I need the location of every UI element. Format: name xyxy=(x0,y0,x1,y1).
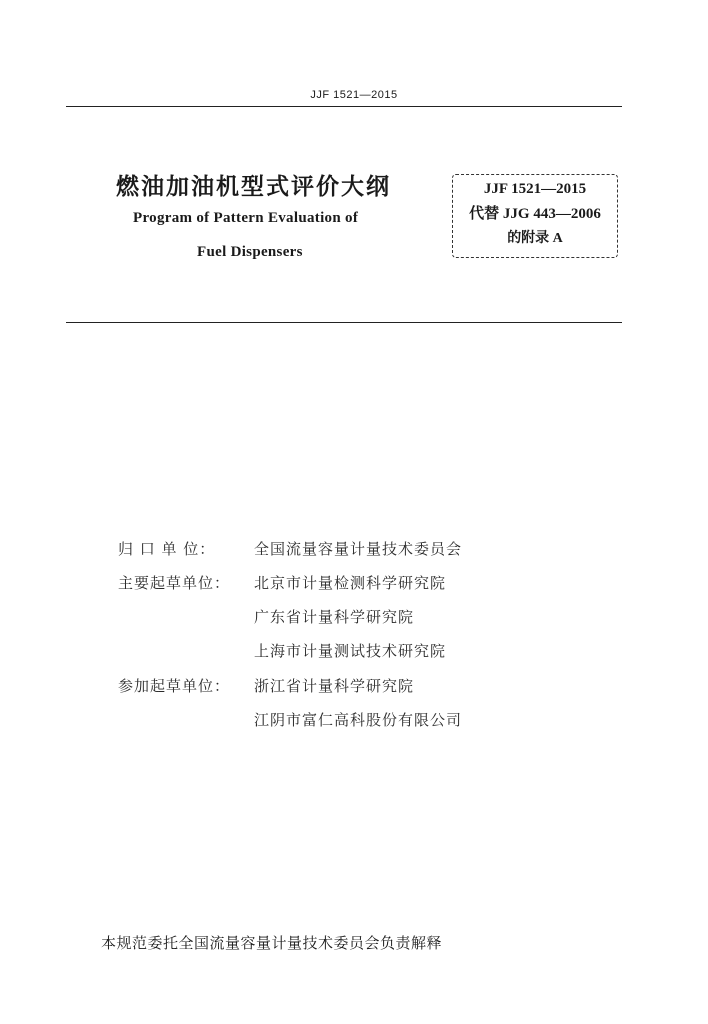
header-standard-code: JJF 1521—2015 xyxy=(310,89,398,101)
standard-code-box xyxy=(452,174,618,258)
top-divider xyxy=(66,106,622,107)
interpretation-note: 本规范委托全国流量容量计量技术委员会负责解释 xyxy=(101,934,443,952)
title-english-line1: Program of Pattern Evaluation of xyxy=(133,210,359,226)
responsible-unit-value: 全国流量容量计量技术委员会 xyxy=(254,540,463,558)
main-drafting-unit: 上海市计量测试技术研究院 xyxy=(254,642,447,660)
title-english-line2: Fuel Dispensers xyxy=(197,244,303,260)
code-box-line3: 的附录 A xyxy=(507,231,563,246)
code-box-line1: JJF 1521—2015 xyxy=(483,181,587,197)
code-box-line2: 代替 JJG 443—2006 xyxy=(469,206,601,222)
title-divider xyxy=(66,322,622,323)
responsible-unit-label: 归 口 单 位： xyxy=(118,540,216,558)
participating-drafting-unit: 江阴市富仁高科股份有限公司 xyxy=(254,711,463,729)
participating-drafting-label: 参加起草单位： xyxy=(118,677,231,695)
participating-drafting-unit: 浙江省计量科学研究院 xyxy=(254,677,415,695)
title-chinese: 燃油加油机型式评价大纲 xyxy=(116,174,391,200)
main-drafting-unit: 广东省计量科学研究院 xyxy=(254,608,415,626)
main-drafting-label: 主要起草单位： xyxy=(118,574,231,592)
main-drafting-unit: 北京市计量检测科学研究院 xyxy=(254,574,447,592)
